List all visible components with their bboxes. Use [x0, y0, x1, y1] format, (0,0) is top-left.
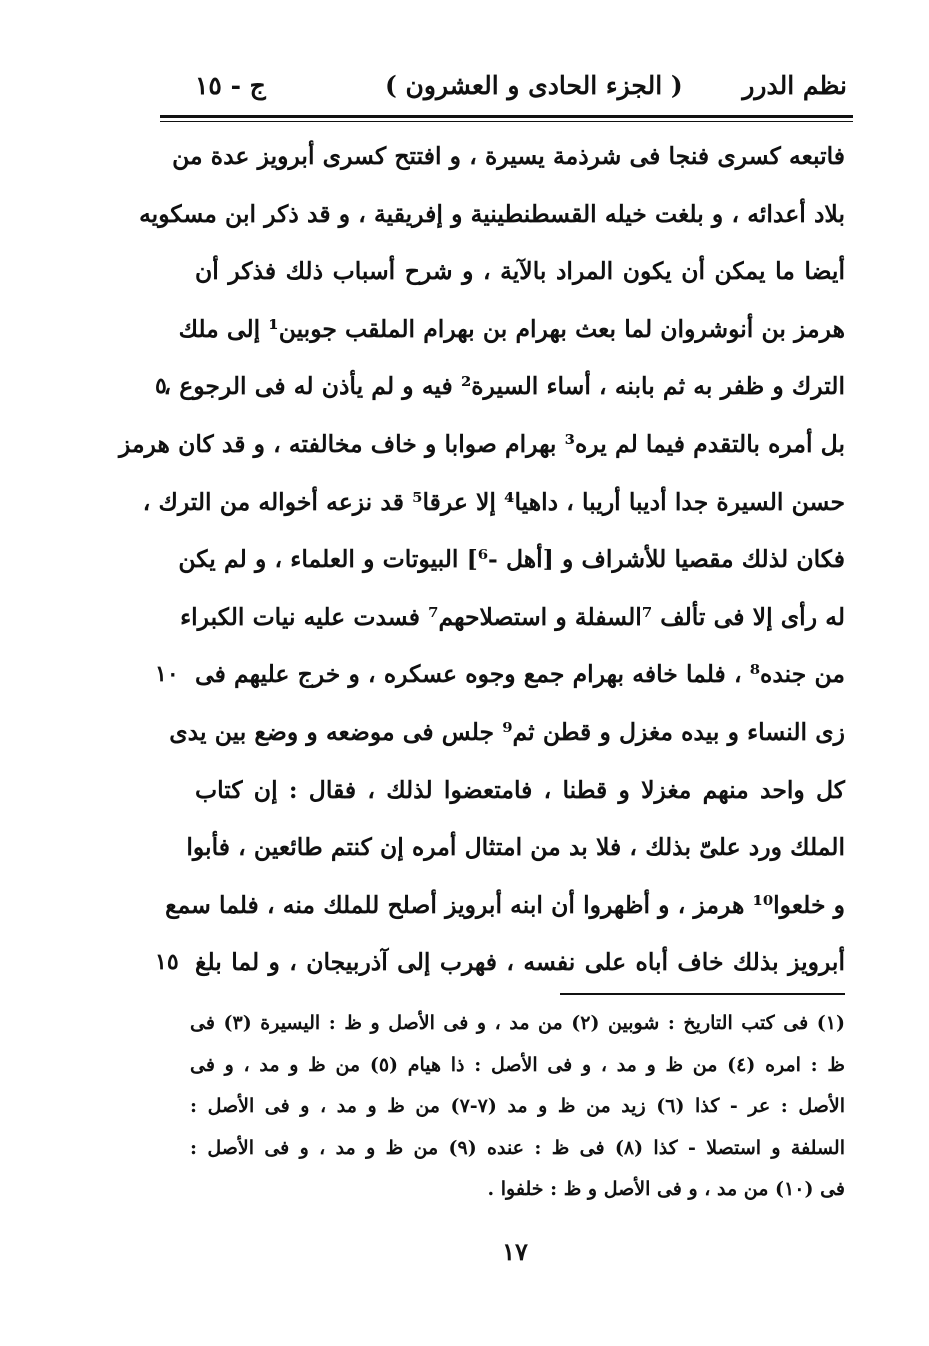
- footnote-line: الأصل : عر - كذا (٦) زيد من ظ و مد (٧-٧) من ظ و مد ، و فى الأصل :: [190, 1095, 846, 1117]
- text-line: هرمز بن أنوشروان لما بعث بهرام بن بهرام الملقب جوبين¹ إلى ملك: [178, 314, 845, 343]
- text-line: له رأى إلا فى تألف ⁷السفلة و استصلاحهم⁷ فسدت عليه نيات الكبراء: [180, 602, 845, 631]
- line-number: ١٥: [155, 949, 179, 976]
- page-number: ١٧: [502, 1237, 528, 1266]
- text-line: الملك ورد علىّ بذلك ، فلا بد من امتثال أمره إن كنتم طائعين ، فأبوا: [186, 833, 845, 862]
- footnote-line: ظ : امره (٤) من ظ و مد ، و فى الأصل : ذا هيام (٥) من ظ و مد ، و فى: [190, 1053, 845, 1076]
- text-line: زى النساء و بيده مغزل و قطن ثم⁹ جلس فى موضعه و وضع بين يدى: [169, 717, 845, 746]
- header-rule-thin: [160, 121, 853, 122]
- book-title: نظم الدرر: [742, 71, 847, 100]
- text-line: أيضا ما يمكن أن يكون المراد بالآية ، و شرح أسباب ذلك فذكر أن: [195, 257, 845, 286]
- running-header: [175, 66, 847, 106]
- text-line: بلاد أعدائه ، و بلغت خيله القسطنطينية و إفريقية ، و قد ذكر ابن مسكويه: [139, 199, 845, 228]
- text-line: فاتبعه كسرى فنجا فى شرذمة يسيرة ، و افتتح كسرى أبرويز عدة من: [172, 142, 845, 170]
- line-number: ١٠: [155, 661, 179, 688]
- line-number: ٥: [155, 373, 167, 400]
- footnote-line: السلفة و استصلا - كذا (٨) فى ظ : عنده (٩) من ظ و مد ، و فى الأصل :: [190, 1136, 845, 1159]
- volume-label: ج - ١٥: [195, 71, 266, 100]
- text-line: بل أمره بالتقدم فيما لم يره³ بهرام صوابا و خاف مخالفته ، و قد كان هرمز: [119, 429, 845, 458]
- text-line: و خلعوا¹⁰ هرمز ، و أظهروا أن ابنه أبرويز أصلح للملك منه ، فلما سمع: [165, 890, 845, 919]
- text-line: حسن السيرة جدا أديبا أريبا ، داهيا⁴ إلا عرقا⁵ قد نزعه أخواله من الترك ،: [142, 487, 845, 516]
- footnote-separator: [560, 993, 845, 995]
- text-line: من جنده⁸ ، فلما خافه بهرام جمع وجوه عسكره ، و خرج عليهم فى: [195, 660, 845, 689]
- text-line: أبرويز بذلك خاف أباه على نفسه ، فهرب إلى آذربيجان ، و لما بلغ: [195, 948, 845, 977]
- footnote-line: فى (١٠) من مد ، و فى الأصل و ظ : خلفوا .: [487, 1178, 845, 1200]
- text-line: فكان لذلك مقصيا للأشراف و [أهل -⁶] البيوتات و العلماء ، و لم يكن: [178, 545, 845, 574]
- footnote-line: (١) فى كتب التاريخ : شوبين (٢) من مد ، و فى الأصل و ظ : اليسيرة (٣) فى: [190, 1012, 845, 1034]
- footnotes: [190, 1003, 845, 1211]
- header-rule-thick: [160, 115, 853, 118]
- text-line: كل واحد منهم مغزلا و قطنا ، فامتعضوا لذلك ، فقال : إن كتاب: [195, 775, 845, 804]
- part-title: ( الجزء الحادى و العشرون ): [385, 71, 683, 100]
- text-line: الترك و ظفر به ثم بابنه ، أساء السيرة² فيه و لم يأذن له فى الرجوع ،: [163, 372, 845, 401]
